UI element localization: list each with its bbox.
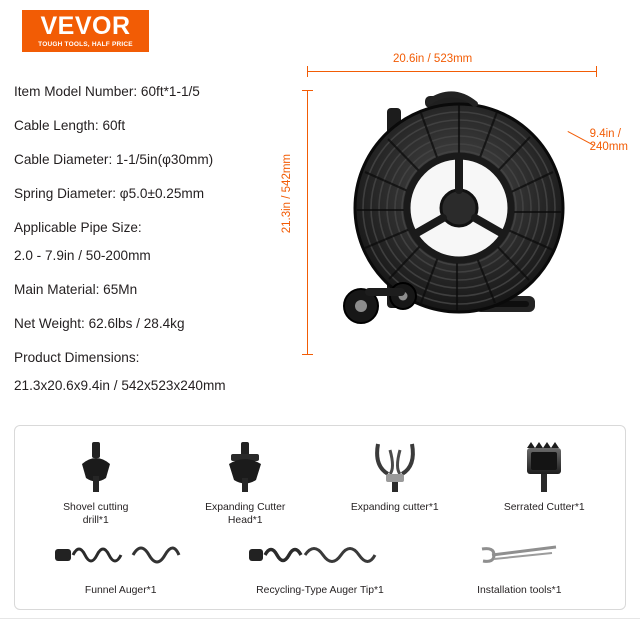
height-dimension-label: 21.3in / 542mm	[281, 150, 293, 237]
accessory-label-expanding-cutter	[351, 501, 439, 514]
recycling-type-auger-tip-icon	[245, 533, 395, 577]
spec-row-product-dimensions	[14, 348, 304, 395]
accessories-panel	[14, 425, 626, 610]
depth-dimension-label-line1: 9.4in /	[589, 128, 621, 140]
accessory-label-expanding-cutter-head	[205, 501, 285, 527]
serrated-cutter-icon	[517, 438, 571, 494]
spec-row-pipe-size	[14, 218, 304, 265]
expanding-cutter-head-icon	[219, 438, 271, 494]
width-dimension-line	[307, 71, 597, 72]
accessory-shovel-cutting-drill	[21, 438, 171, 527]
spec-value-cable-diameter: 1-1/5in(φ30mm)	[116, 152, 214, 167]
accessory-label-installation-tools	[477, 584, 561, 597]
product-image-area	[281, 50, 630, 400]
expanding-cutter-icon	[366, 438, 424, 494]
spec-label-model: Item Model Number:	[14, 84, 138, 99]
label-line1: Installation tools*1	[477, 585, 562, 596]
spec-label-material: Main Material:	[14, 282, 100, 297]
spec-value-model: 60ft*1-1/5	[140, 84, 200, 99]
installation-tools-icon	[474, 533, 564, 577]
vevor-logo	[22, 10, 149, 52]
footer-divider	[0, 618, 640, 619]
spec-label-cable-length: Cable Length:	[14, 118, 99, 133]
depth-dimension-label-line2: 240mm	[589, 141, 628, 153]
accessory-funnel-auger	[21, 533, 220, 597]
accessories-row-1	[15, 426, 625, 527]
accessory-installation-tools	[420, 533, 619, 597]
label-line1: Serrated Cutter*1	[503, 502, 585, 513]
spec-row-spring-diameter	[14, 184, 304, 203]
accessory-recycling-type-auger-tip	[220, 533, 419, 597]
label-line1: Shovel cutting	[63, 502, 129, 513]
brand-name: VEVOR	[40, 12, 131, 40]
spec-value-net-weight: 62.6lbs / 28.4kg	[88, 316, 185, 331]
label-line1: Recycling-Type Auger Tip*1	[256, 585, 384, 596]
spec-label-spring-diameter: Spring Diameter:	[14, 186, 116, 201]
spec-value-product-dimensions: 21.3x20.6x9.4in / 542x523x240mm	[14, 378, 226, 393]
accessory-label-shovel-cutting-drill	[63, 501, 128, 527]
coiled-drain-cable-image	[325, 82, 585, 362]
accessory-label-funnel-auger	[85, 584, 157, 597]
accessory-expanding-cutter-head	[171, 438, 321, 527]
spec-row-cable-diameter	[14, 150, 304, 169]
accessory-label-serrated-cutter	[504, 501, 585, 514]
brand-tagline: TOUGH TOOLS, HALF PRICE	[38, 41, 133, 48]
accessory-serrated-cutter	[470, 438, 620, 527]
label-line1: Expanding Cutter	[205, 502, 286, 513]
label-line1: Expanding cutter*1	[350, 502, 439, 513]
label-line2: Head*1	[227, 515, 263, 526]
accessory-label-recycling-type-auger-tip	[256, 584, 384, 597]
width-dimension-label: 20.6in / 523mm	[389, 53, 476, 65]
spec-row-model	[14, 82, 304, 101]
height-dimension-line	[307, 90, 308, 355]
accessory-expanding-cutter	[320, 438, 470, 527]
spec-value-spring-diameter: φ5.0±0.25mm	[119, 186, 205, 201]
spec-value-material: 65Mn	[103, 282, 138, 297]
specification-list	[14, 82, 304, 410]
spec-label-pipe-size: Applicable Pipe Size:	[14, 220, 142, 235]
spec-label-product-dimensions: Product Dimensions:	[14, 350, 140, 365]
label-line1: Funnel Auger*1	[84, 585, 157, 596]
spec-row-material	[14, 280, 304, 299]
label-line2: drill*1	[82, 515, 109, 526]
accessories-row-2	[15, 527, 625, 597]
depth-dimension-label	[590, 128, 628, 154]
spec-label-net-weight: Net Weight:	[14, 316, 85, 331]
shovel-cutting-drill-icon	[73, 438, 119, 494]
spec-row-net-weight	[14, 314, 304, 333]
spec-value-cable-length: 60ft	[102, 118, 126, 133]
spec-row-cable-length	[14, 116, 304, 135]
funnel-auger-icon	[51, 533, 191, 577]
spec-label-cable-diameter: Cable Diameter:	[14, 152, 113, 167]
spec-value-pipe-size: 2.0 - 7.9in / 50-200mm	[14, 248, 151, 263]
